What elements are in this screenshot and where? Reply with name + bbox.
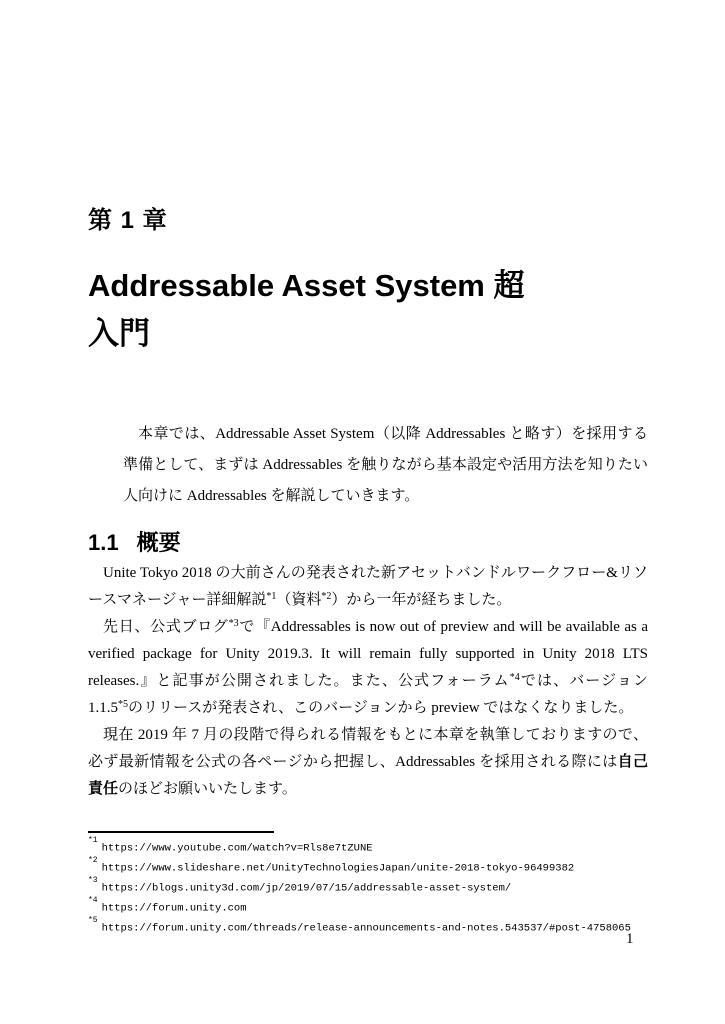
footnote-url-link[interactable]: https://forum.unity.com: [101, 902, 247, 915]
section-title: 概要: [136, 530, 181, 555]
footnote-ref-5: *5: [118, 699, 128, 710]
footnote-ref-2: *2: [321, 591, 332, 602]
footnote-item: [88, 917, 648, 937]
paragraph-text: ）から一年が経ちました。: [331, 592, 512, 608]
footnote-url-link[interactable]: https://blogs.unity3d.com/jp/2019/07/15/addressable-asset-system/: [101, 882, 512, 895]
paragraph-text: で『Addressables is now out of preview and will be available as a verified package for Unity 2019.3. It will remain fully supported in Unity 2018 LTS releases.』と記事が公開されました。また、公式フォーラム: [88, 619, 648, 689]
chapter-title-line1: Addressable Asset System 超: [88, 268, 525, 303]
paragraph: [88, 560, 648, 614]
footnote-item: [88, 897, 648, 917]
emphasized-text: 自己責任: [88, 754, 648, 797]
chapter-lead-paragraph: 本章では、Addressable Asset System（以降 Addressables と略す）を採用する準備として、まずは Addressables を触りながら基本設定や活用方法を知りたい人向けに Addressables を解説していきます。: [123, 426, 648, 504]
footnote-marker: *4: [88, 896, 98, 905]
footnote-ref-4: *4: [509, 672, 520, 683]
paragraph-text: （資料: [276, 592, 322, 608]
paragraph-text: のほどお願いいたします。: [118, 781, 297, 797]
footnote-marker: *3: [88, 876, 98, 885]
chapter-number: 第 1 章: [88, 207, 168, 234]
footnote-url-link[interactable]: https://forum.unity.com/threads/release-announcements-and-notes.543537/#post-4758065: [101, 922, 631, 935]
footnote-item: [88, 857, 648, 877]
footnote-item: [88, 877, 648, 897]
page-number: 1: [626, 931, 634, 947]
section-body: [88, 560, 648, 803]
paragraph-text: では、バージョン 1.1.5: [88, 673, 648, 716]
footnote-ref-3: *3: [228, 618, 239, 629]
paragraph: [88, 614, 648, 722]
footnote-marker: *5: [88, 916, 98, 925]
section-number: 1.1: [88, 530, 119, 555]
footnote-separator-rule: [88, 831, 274, 833]
page-content: [88, 0, 648, 803]
paragraph-text: 現在 2019 年 7 月の段階で得られる情報をもとに本章を執筆しておりますので、必ず最新情報を公式の各ページから把握し、Addressables を採用される際には: [88, 727, 648, 770]
paragraph-text: のリリースが発表され、このバージョンから preview ではなくなりました。: [128, 700, 634, 716]
footnotes-block: [88, 831, 648, 937]
footnote-item: [88, 837, 648, 857]
chapter-title-line2: 入門: [88, 316, 150, 351]
footnote-marker: *2: [88, 856, 98, 865]
paragraph: [88, 722, 648, 803]
footnote-url-link[interactable]: https://www.youtube.com/watch?v=Rls8e7tZUNE: [101, 842, 373, 855]
paragraph-text: Unite Tokyo 2018 の大前さんの発表された新アセットバンドルワークフロー&リソースマネージャー詳細解説: [88, 565, 648, 608]
section-heading: [88, 529, 648, 557]
footnote-ref-1: *1: [266, 591, 277, 602]
footnote-url-link[interactable]: https://www.slideshare.net/UnityTechnologiesJapan/unite-2018-tokyo-96499382: [101, 862, 575, 875]
chapter-title: [88, 262, 648, 358]
footnote-marker: *1: [88, 836, 98, 845]
paragraph-text: 先日、公式ブログ: [103, 619, 229, 635]
